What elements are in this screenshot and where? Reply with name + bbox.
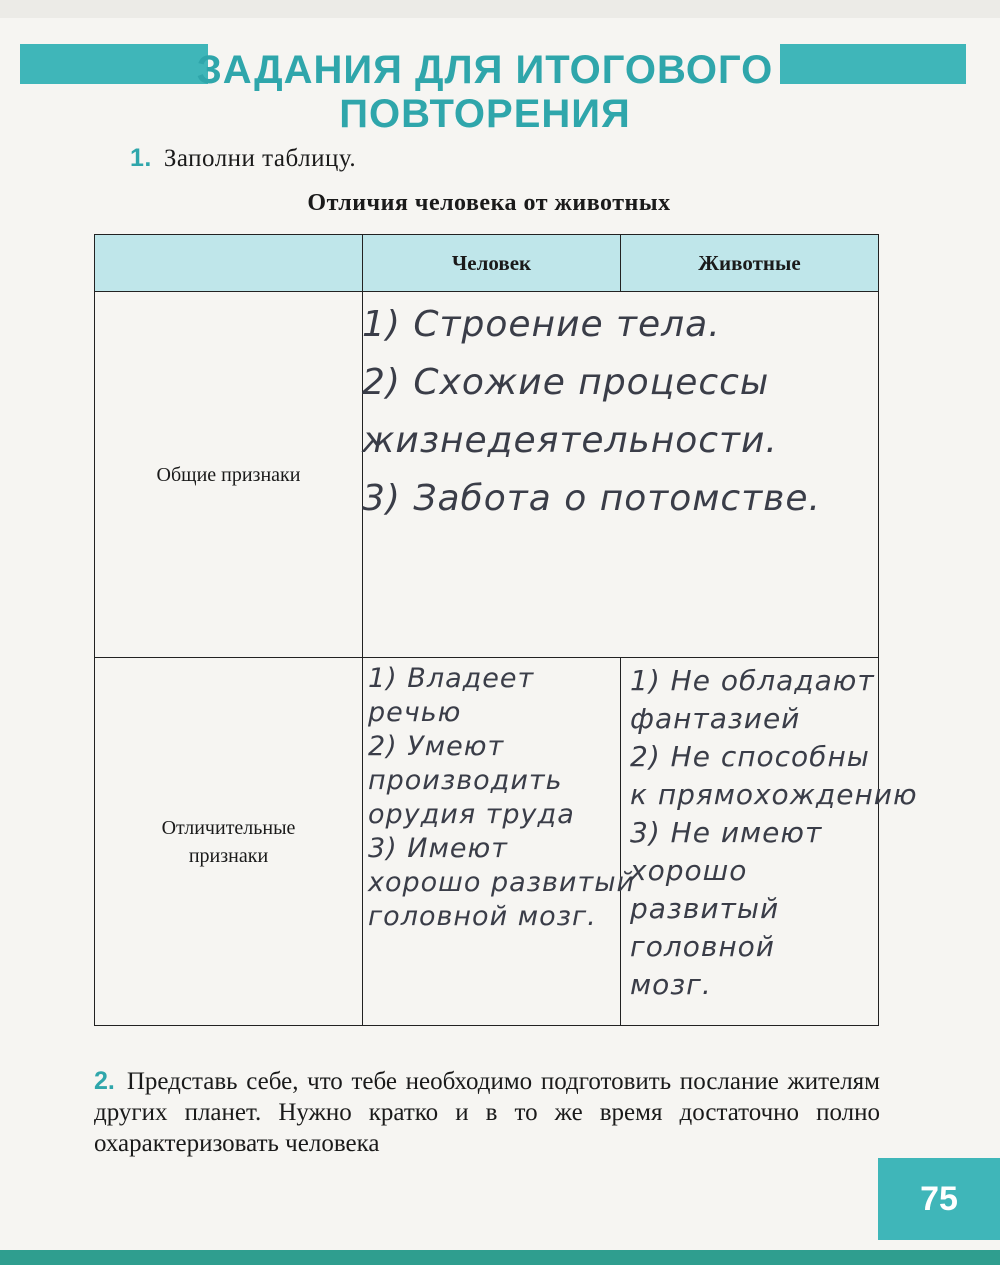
handwritten-line: 2) Не способны (630, 740, 870, 773)
section-title-line-1: ЗАДАНИЯ ДЛЯ ИТОГОВОГО (196, 48, 774, 92)
handwritten-line: 1) Владеет (368, 663, 535, 694)
bottom-decor-strip (0, 1250, 1000, 1265)
section-title (0, 48, 970, 136)
handwritten-line: мозг. (630, 968, 712, 1001)
handwritten-line: 3) Не имеют (630, 816, 823, 849)
task-1 (130, 144, 356, 173)
handwritten-line: хорошо развитый (368, 867, 636, 898)
section-title-line-2: ПОВТОРЕНИЯ (339, 92, 631, 136)
handwritten-line: 1) Не обладают (630, 664, 875, 697)
handwritten-common-traits (362, 296, 882, 528)
task-1-number: 1. (130, 144, 152, 172)
row-distinct-label (95, 658, 363, 1026)
row-distinct-label-line-2: признаки (188, 844, 269, 867)
handwritten-line: 3) Забота о потомстве. (362, 478, 821, 519)
task-2 (94, 1066, 880, 1159)
table-header-row (95, 235, 879, 292)
row-common-label: Общие признаки (95, 292, 363, 658)
handwritten-line: речью (368, 697, 462, 728)
handwritten-line: к прямохождению (630, 778, 918, 811)
header-empty-cell (95, 235, 363, 292)
header-animals: Животные (621, 235, 879, 292)
handwritten-line: развитый (630, 892, 780, 925)
handwritten-line: хорошо (630, 854, 748, 887)
handwritten-line: фантазией (630, 702, 801, 735)
header-human: Человек (363, 235, 621, 292)
handwritten-line: 2) Схожие процессы (362, 362, 770, 403)
page-number: 75 (878, 1158, 1000, 1240)
handwritten-human-traits (368, 662, 636, 934)
handwritten-line: 1) Строение тела. (362, 304, 721, 345)
table-caption: Отличия человека от животных (307, 190, 671, 216)
task-1-text: Заполни таблицу. (163, 145, 357, 172)
handwritten-animal-traits (630, 662, 930, 1004)
handwritten-line: орудия труда (368, 799, 575, 830)
handwritten-line: 2) Умеют (368, 731, 505, 762)
handwritten-line: головной (630, 930, 776, 963)
task-2-text: Представь себе, что тебе необходимо подготовить послание жителям других планет. Нужно кратко и в то же время достаточно полно охарактеризовать человека (94, 1068, 880, 1157)
handwritten-line: жизнедеятельности. (362, 420, 778, 461)
handwritten-line: производить (368, 765, 563, 796)
handwritten-line: 3) Имеют (368, 833, 508, 864)
page-edge (0, 0, 1000, 18)
row-distinct-label-line-1: Отличительные (161, 816, 296, 839)
handwritten-line: головной мозг. (368, 901, 597, 932)
task-2-number: 2. (94, 1067, 115, 1095)
